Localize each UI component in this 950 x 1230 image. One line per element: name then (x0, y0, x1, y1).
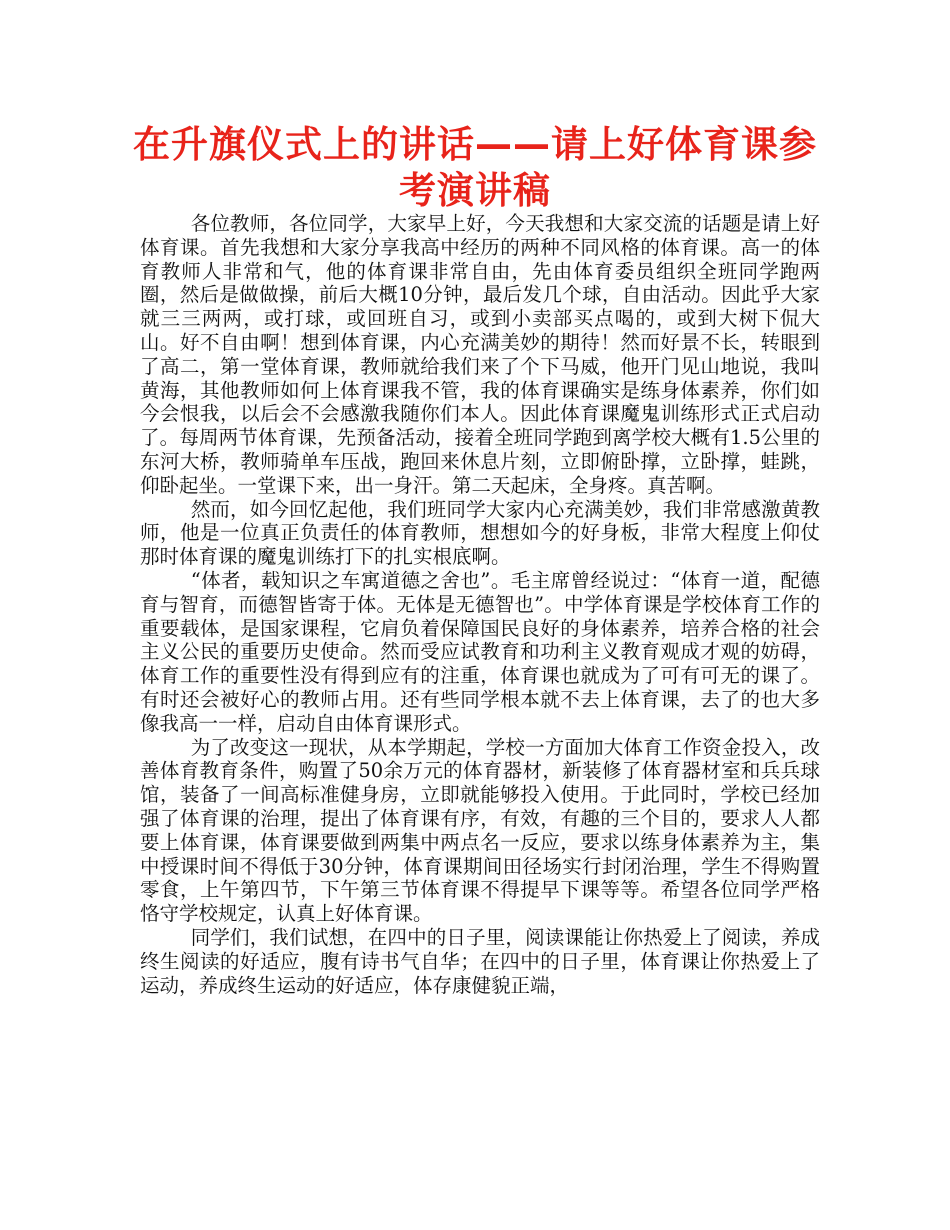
paragraph: 同学们，我们试想，在四中的日子里，阅读课能让你热爱上了阅读，养成终生阅读的好适应，腹有诗书气自华；在四中的日子里，体育课让你热爱上了运动，养成终生运动的好适应，体存康健貌正端， (140, 925, 820, 997)
document-body (140, 212, 820, 997)
paragraph: 然而，如今回忆起他，我们班同学大家内心充满美妙，我们非常感激黄教师，他是一位真正负责任的体育教师，想想如今的好身板，非常大程度上仰仗那时体育课的魔鬼训练打下的扎实根底啊。 (140, 497, 820, 569)
paragraph: 为了改变这一现状，从本学期起，学校一方面加大体育工作资金投入，改善体育教育条件，购置了50余万元的体育器材，新装修了体育器材室和兵兵球馆，装备了一间高标准健身房，立即就能够投入使用。于此同时，学校已经加强了体育课的治理，提出了体育课有序，有效，有趣的三个目的，要求人人都要上体育课，体育课要做到两集中两点名一反应，要求以练身体素养为主，集中授课时间不得低于30分钟，体育课期间田径场实行封闭治理，学生不得购置零食，上午第四节，下午第三节体育课不得提早下课等等。希望各位同学严格恪守学校规定，认真上好体育课。 (140, 735, 820, 926)
paragraph: “体者，载知识之车寓道德之舍也”。毛主席曾经说过：“体育一道，配德育与智育，而德智皆寄于体。无体是无德智也”。中学体育课是学校体育工作的重要载体，是国家课程，它肩负着保障国民良好的身体素养，培养合格的社会主义公民的重要历史使命。然而受应试教育和功利主义教育观成才观的妨碍，体育工作的重要性没有得到应有的注重，体育课也就成为了可有可无的课了。有时还会被好心的教师占用。还有些同学根本就不去上体育课，去了的也大多像我高一一样，启动自由体育课形式。 (140, 568, 820, 735)
paragraph: 各位教师，各位同学，大家早上好，今天我想和大家交流的话题是请上好体育课。首先我想和大家分享我高中经历的两种不同风格的体育课。高一的体育教师人非常和气，他的体育课非常自由，先由体育委员组织全班同学跑两圈，然后是做做操，前后大概10分钟，最后发几个球，自由活动。因此乎大家就三三两两，或打球，或回班自习，或到小卖部买点喝的，或到大树下侃大山。好不自由啊！想到体育课，内心充满美妙的期待！然而好景不长，转眼到了高二，第一堂体育课，教师就给我们来了个下马威，他开门见山地说，我叫黄海，其他教师如何上体育课我不管，我的体育课确实是练身体素养，你们如今会恨我，以后会不会感激我随你们本人。因此体育课魔鬼训练形式正式启动了。每周两节体育课，先预备活动，接着全班同学跑到离学校大概有1.5公里的东河大桥，教师骑单车压战，跑回来休息片刻，立即俯卧撑，立卧撑，蛙跳，仰卧起坐。一堂课下来，出一身汗。第二天起床，全身疼。真苦啊。 (140, 212, 820, 497)
document-title: 在升旗仪式上的讲话——请上好体育课参考演讲稿 (133, 123, 817, 212)
